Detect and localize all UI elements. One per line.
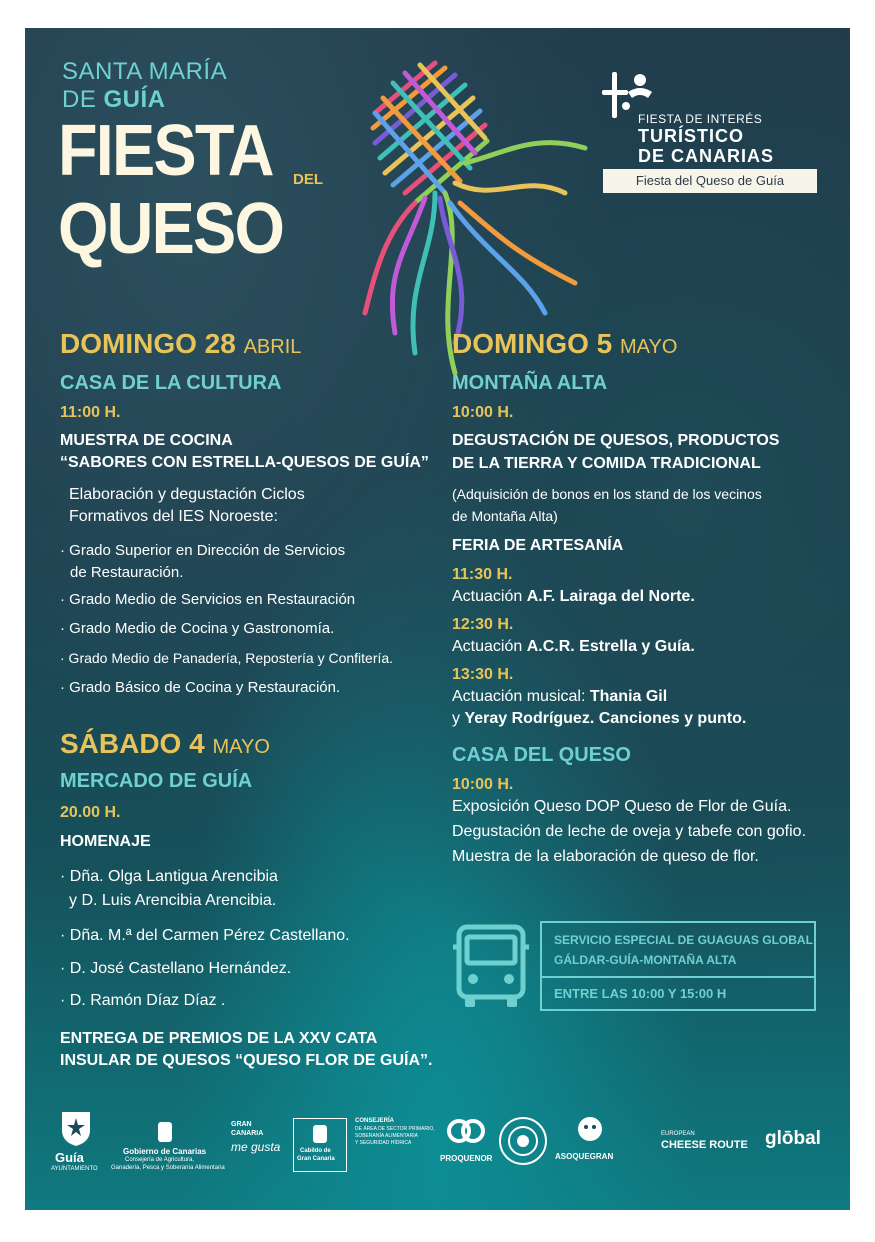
guia-shield-icon	[58, 1108, 94, 1148]
head2: HOMENAJE	[60, 833, 151, 850]
head3b: DE LA TIERRA Y COMIDA TRADICIONAL	[452, 455, 761, 472]
bus-icon	[451, 921, 531, 1011]
list-item: · Grado Medio de Cocina y Gastronomía.	[60, 620, 335, 637]
honor-item: · D. José Castellano Hernández.	[60, 960, 292, 977]
time5: 12:30 H.	[452, 616, 514, 633]
guia-logo-text: Guía	[55, 1150, 84, 1165]
bus-info-box	[540, 921, 816, 1011]
desc1b: Formativos del IES Noroeste:	[69, 508, 278, 525]
gc-line2: CANARIA	[231, 1130, 264, 1137]
time3: 10:00 H.	[452, 404, 514, 421]
cons-line3: SOBERANÍA ALIMENTARIA	[355, 1133, 418, 1139]
honor-item: y D. Luis Arencibia Arencibia.	[69, 892, 277, 909]
gob-line2: Consejería de Agricultura,	[125, 1157, 195, 1163]
cheese-line: Degustación de leche de oveja y tabefe con gofio.	[452, 823, 807, 840]
act-line: Actuación A.F. Lairaga del Norte.	[452, 588, 695, 605]
honor-item: · Dña. Olga Lantigua Arencibia	[60, 868, 278, 885]
cabildo-logo	[293, 1118, 347, 1172]
cons-line2: DE ÁREA DE SECTOR PRIMARIO,	[355, 1126, 435, 1132]
head3a: DEGUSTACIÓN DE QUESOS, PRODUCTOS	[452, 432, 780, 449]
place3: MONTAÑA ALTA	[452, 372, 608, 394]
cons-line4: Y SEGURIDAD HÍDRICA	[355, 1140, 412, 1146]
list-item: de Restauración.	[70, 564, 184, 581]
badge-label: Fiesta del Queso de Guía	[603, 169, 817, 193]
gc-line3: me gusta	[231, 1140, 281, 1154]
poster	[25, 28, 850, 1210]
desc1a: Elaboración y degustación Ciclos	[69, 486, 305, 503]
feria-heading: FERIA DE ARTESANÍA	[452, 537, 624, 554]
seal-icon	[498, 1116, 548, 1166]
global-logo-text: glōbal	[765, 1128, 821, 1149]
head1b: “SABORES CON ESTRELLA-QUESOS DE GUÍA”	[60, 454, 429, 471]
list-item: · Grado Medio de Servicios en Restauración	[60, 591, 356, 608]
asoquegran-text: ASOQUEGRAN	[555, 1152, 614, 1161]
cheese-route-line1: EUROPEAN	[661, 1131, 695, 1137]
cab-line2: Gran Canaria	[297, 1156, 335, 1162]
note-line1: (Adquisición de bonos en los stand de los vecinos	[452, 486, 762, 502]
bus-line1: SERVICIO ESPECIAL DE GUAGUAS GLOBAL	[554, 933, 813, 947]
title-del: DEL	[293, 171, 323, 188]
gob-line1: Gobierno de Canarias	[123, 1147, 207, 1156]
award-line1: ENTREGA DE PREMIOS DE LA XXV CATA	[60, 1030, 378, 1047]
asoquegran-face-icon	[575, 1115, 605, 1147]
title-queso: QUESO	[58, 189, 284, 269]
header-line1: SANTA MARÍA	[62, 58, 228, 85]
cheese-line: Muestra de la elaboración de queso de flor.	[452, 848, 759, 865]
list-item: · Grado Básico de Cocina y Restauración.	[60, 679, 341, 696]
act-line: y Yeray Rodríguez. Canciones y punto.	[452, 710, 747, 727]
time7: 10:00 H.	[452, 776, 514, 793]
act-line: Actuación A.C.R. Estrella y Guía.	[452, 638, 695, 655]
cheese-route-line2: CHEESE ROUTE	[661, 1139, 748, 1151]
bus-line3: ENTRE LAS 10:00 Y 15:00 H	[554, 986, 727, 1001]
honor-item: · D. Ramón Díaz Díaz .	[60, 992, 226, 1009]
divider	[542, 976, 814, 978]
head1a: MUESTRA DE COCINA	[60, 432, 233, 449]
honor-item: · Dña. M.ª del Carmen Pérez Castellano.	[60, 927, 350, 944]
cab-line1: Cabildo de	[300, 1148, 331, 1154]
badge-line1: FIESTA DE INTERÉS	[638, 112, 763, 126]
time1: 11:00 H.	[60, 404, 121, 421]
place1: CASA DE LA CULTURA	[60, 372, 282, 394]
time2: 20.00 H.	[60, 804, 121, 821]
cons-line1: CONSEJERÍA	[355, 1118, 395, 1124]
time4: 11:30 H.	[452, 566, 513, 583]
badge-line2: TURÍSTICO	[638, 126, 744, 146]
cheese-line: Exposición Queso DOP Queso de Flor de Guía.	[452, 798, 792, 815]
proquenor-text: PROQUENOR	[440, 1154, 493, 1163]
time6: 13:30 H.	[452, 666, 514, 683]
header-line2: DE GUÍA	[62, 86, 166, 113]
day3-title: DOMINGO 5 MAYO	[452, 328, 678, 359]
act-line: Actuación musical: Thania Gil	[452, 688, 668, 705]
guia-logo-sub: AYUNTAMIENTO	[51, 1166, 98, 1172]
cabildo-crest-icon	[311, 1123, 329, 1145]
badge-line3: DE CANARIAS	[638, 146, 775, 166]
list-item: · Grado Medio de Panadería, Repostería y Confitería.	[60, 650, 394, 666]
note-line2: de Montaña Alta)	[452, 508, 558, 524]
bus-line2: GÁLDAR-GUÍA-MONTAÑA ALTA	[554, 953, 737, 967]
list-item: · Grado Superior en Dirección de Servicios	[60, 542, 346, 559]
title-fiesta: FIESTA	[58, 111, 273, 191]
place2: MERCADO DE GUÍA	[60, 770, 253, 792]
proquenor-pretzel-icon	[446, 1116, 486, 1150]
gob-line3: Ganadería, Pesca y Soberanía Alimentaria	[111, 1165, 225, 1171]
gc-line1: GRAN	[231, 1121, 252, 1128]
day1-title: DOMINGO 28 ABRIL	[60, 328, 302, 359]
place4: CASA DEL QUESO	[452, 744, 631, 766]
award-line2: INSULAR DE QUESOS “QUESO FLOR DE GUÍA”.	[60, 1052, 433, 1069]
day2-title: SÁBADO 4 MAYO	[60, 728, 270, 759]
gobierno-crest-icon	[155, 1120, 175, 1144]
